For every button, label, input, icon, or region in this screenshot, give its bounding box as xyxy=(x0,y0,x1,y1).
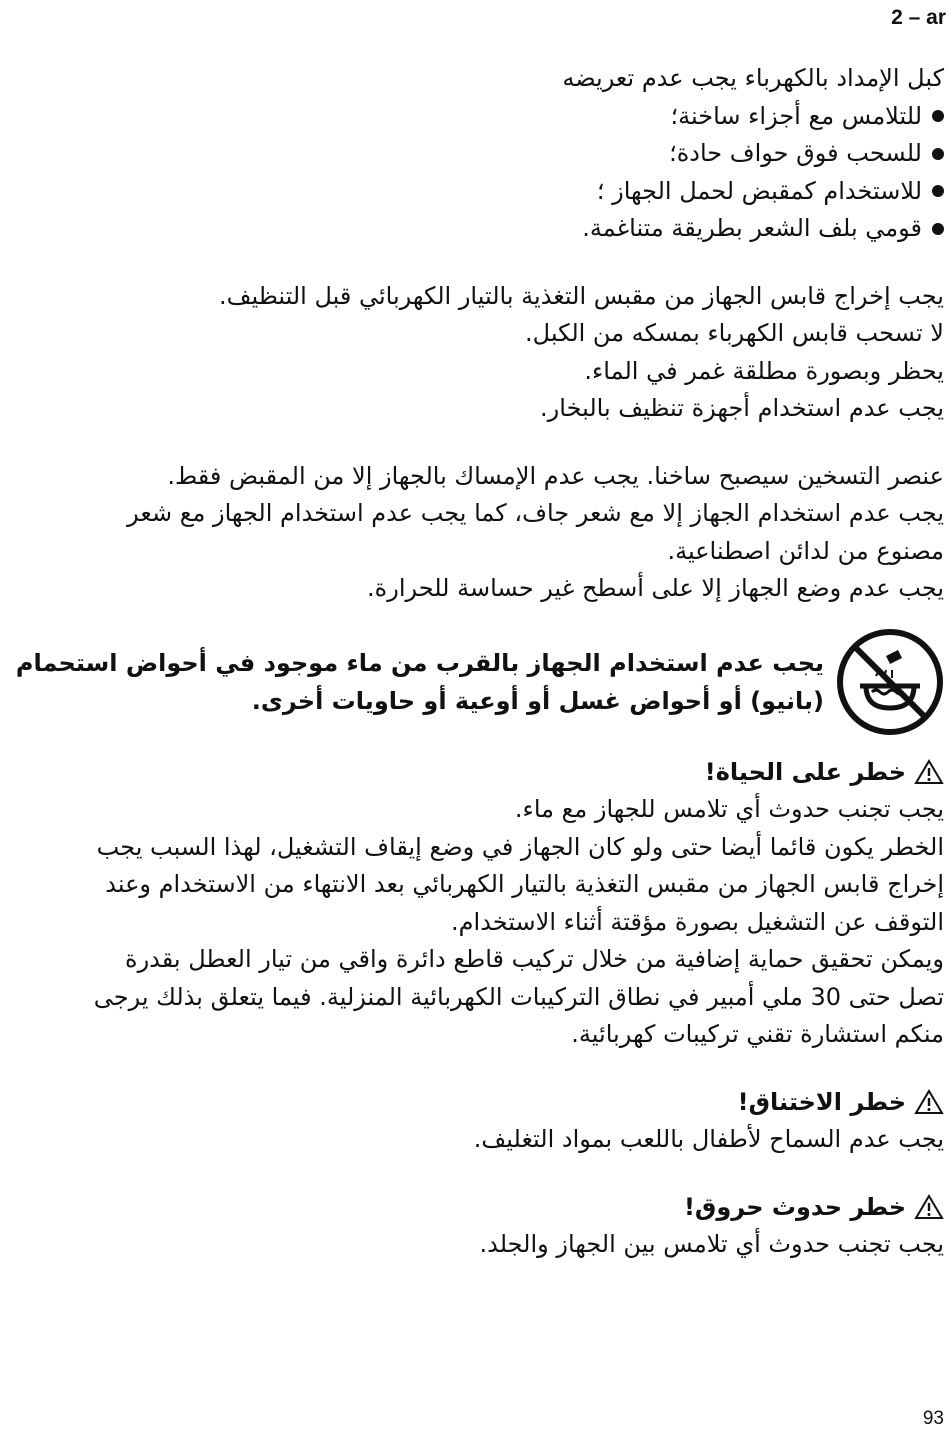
danger-suffocation-title-text: خطر الاختناق! xyxy=(737,1087,906,1116)
danger-life-title xyxy=(22,754,944,792)
paragraph-line: يجب إخراج قابس الجهاز من مقبس التغذية بالتيار الكهربائي قبل التنظيف. xyxy=(218,281,944,310)
document-body xyxy=(15,60,944,1264)
bullet-text: للاستخدام كمقبض لحمل الجهاز ؛ xyxy=(596,176,922,205)
paragraph-line: يجب عدم وضع الجهاز إلا على أسطح غير حساسة للحرارة. xyxy=(367,574,944,602)
bullet-dot-icon xyxy=(932,185,944,197)
cable-section xyxy=(22,60,944,248)
paragraph-line: إخراج قابس الجهاز من مقبس التغذية بالتيار الكهربائي بعد الانتهاء من الاستخدام وعند xyxy=(105,870,944,898)
danger-suffocation-title xyxy=(22,1084,944,1122)
bullet-text: للسحب فوق حواف حادة؛ xyxy=(669,139,922,167)
bullet-item xyxy=(22,173,944,211)
heating-section xyxy=(22,458,944,608)
page-header-label: 2 – ar xyxy=(891,6,946,29)
paragraph-line: ويمكن تحقيق حماية إضافية من خلال تركيب قاطع دائرة واقي من تيار العطل بقدرة xyxy=(125,945,944,973)
paragraph-line: عنصر التسخين سيصبح ساخنا. يجب عدم الإمساك بالجهاز إلا من المقبض فقط. xyxy=(167,461,944,490)
danger-suffocation-section xyxy=(22,1084,944,1159)
warning-triangle-icon xyxy=(914,759,944,785)
paragraph-line: يجب تجنب حدوث أي تلامس للجهاز مع ماء. xyxy=(514,795,944,823)
page-number: 93 xyxy=(922,1408,944,1429)
bullet-item xyxy=(22,135,944,173)
paragraph-line: التوقف عن التشغيل بصورة مؤقتة أثناء الاستخدام. xyxy=(451,907,944,936)
bullet-item xyxy=(22,98,944,136)
cable-intro: كبل الإمداد بالكهرباء يجب عدم تعريضه xyxy=(562,64,944,92)
paragraph-line: يجب عدم استخدام الجهاز إلا مع شعر جاف، كما يجب عدم استخدام الجهاز مع شعر xyxy=(127,499,944,527)
paragraph-line: يجب عدم استخدام أجهزة تنظيف بالبخار. xyxy=(540,394,944,422)
paragraph-line: لا تسحب قابس الكهرباء بمسكه من الكبل. xyxy=(525,319,944,347)
warning-line: يجب عدم استخدام الجهاز بالقرب من ماء موجود في أحواض استحمام xyxy=(15,648,824,677)
bullet-text: قومي بلف الشعر بطريقة متناغمة. xyxy=(582,214,922,242)
bath-warning-text xyxy=(16,644,824,720)
bullet-dot-icon xyxy=(932,223,944,235)
paragraph-line: يجب تجنب حدوث أي تلامس بين الجهاز والجلد. xyxy=(479,1230,944,1258)
bath-warning-box xyxy=(15,628,944,736)
danger-burns-title-text: خطر حدوث حروق! xyxy=(683,1192,906,1221)
danger-burns-section xyxy=(22,1189,944,1264)
danger-burns-title xyxy=(22,1189,944,1227)
paragraph-line: الخطر يكون قائما أيضا حتى ولو كان الجهاز في وضع إيقاف التشغيل، لهذا السبب يجب xyxy=(96,832,944,861)
warning-line: (بانيو) أو أحواض غسل أو أوعية أو حاويات أخرى. xyxy=(251,686,824,715)
danger-life-title-text: خطر على الحياة! xyxy=(704,757,906,786)
no-water-bath-icon xyxy=(836,628,944,736)
paragraph-line: يجب عدم السماح لأطفال باللعب بمواد التغليف. xyxy=(473,1125,944,1153)
bullet-item xyxy=(22,210,944,248)
bullet-text: للتلامس مع أجزاء ساخنة؛ xyxy=(670,101,922,130)
bullet-dot-icon xyxy=(932,148,944,160)
cleaning-section xyxy=(22,278,944,428)
danger-life-section xyxy=(22,754,944,1054)
paragraph-line: يحظر وبصورة مطلقة غمر في الماء. xyxy=(584,356,944,385)
paragraph-line: مصنوع من لدائن اصطناعية. xyxy=(667,536,944,565)
warning-triangle-icon xyxy=(914,1194,944,1220)
warning-triangle-icon xyxy=(914,1089,944,1115)
bullet-dot-icon xyxy=(932,110,944,122)
paragraph-line: منكم استشارة تقني تركيبات كهربائية. xyxy=(571,1020,944,1048)
paragraph-line: تصل حتى 30 ملي أمبير في نطاق التركيبات الكهربائية المنزلية. فيما يتعلق بذلك يرجى xyxy=(93,982,944,1011)
